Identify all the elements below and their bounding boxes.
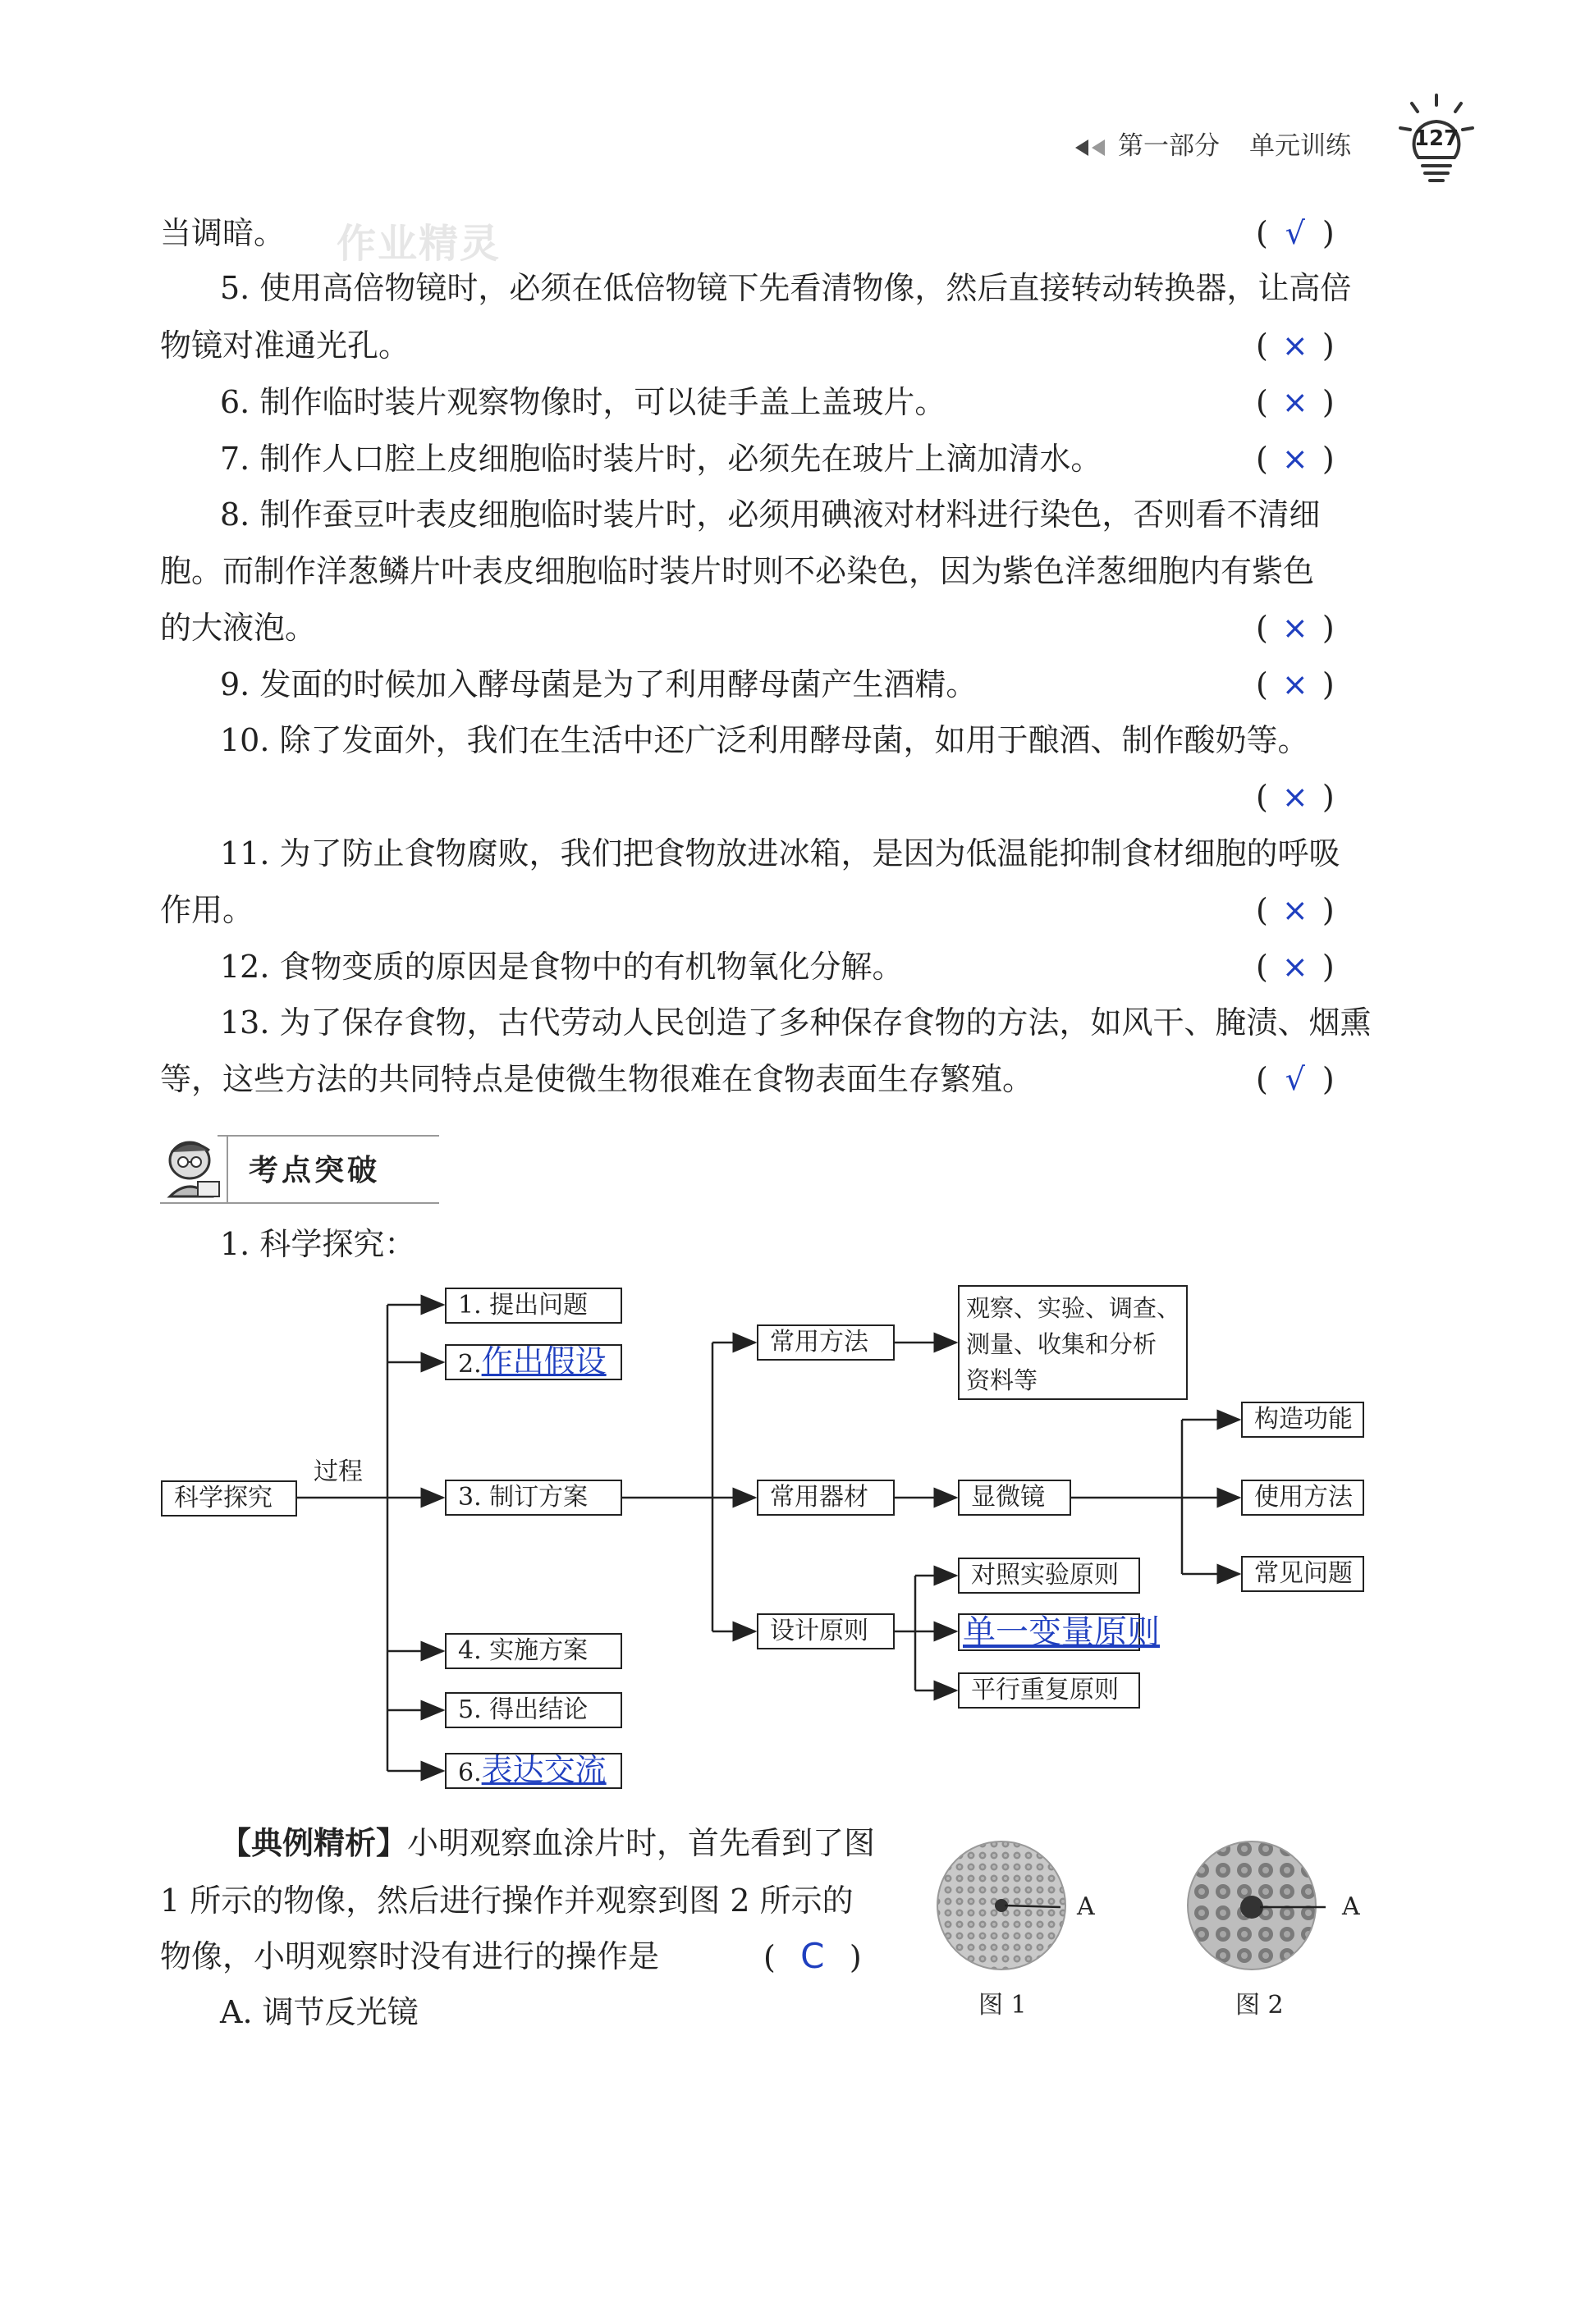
answer-mark: √ [1285,215,1305,251]
item-line: 当调暗。 [160,215,286,251]
item-line: 作用。 [160,892,254,928]
node-step-3: 3. 制订方案 [445,1480,622,1516]
answer-mark: × [1281,779,1308,815]
answer-bracket: ( √ ) [1256,215,1335,251]
watermark: 作业精灵 [337,221,502,267]
node-step-1: 1. 提出问题 [445,1288,622,1324]
answer-bracket: ( × ) [1256,949,1335,985]
item-line: 的大液泡。 [160,610,317,646]
node-equipment: 常用器材 [757,1480,895,1516]
item-line: 12. 食物变质的原因是食物中的有机物氧化分解。 [220,949,904,985]
answer-mark: × [1281,892,1308,928]
answer-mark: × [1281,441,1308,477]
figure-1 [919,1838,1125,2020]
answer-bracket: ( × ) [1256,610,1335,646]
node-root: 科学探究 [161,1480,297,1517]
answer-bracket: ( √ ) [1256,1061,1335,1097]
option-a: A. 调节反光镜 [220,1994,419,2030]
node-methods: 常用方法 [757,1324,895,1361]
answer-bracket: ( × ) [1256,327,1335,364]
item-line: 7. 制作人口腔上皮细胞临时装片时，必须先在玻片上滴加清水。 [220,441,1102,477]
node-microscope: 显微镜 [958,1480,1071,1516]
detail-line: 观察、实验、调查、 [966,1294,1181,1322]
item-line: 等，这些方法的共同特点是使微生物很难在食物表面生存繁殖。 [160,1061,1034,1097]
answer-mark: × [1281,949,1308,985]
node-step-2 [445,1344,622,1380]
node-principle-single-variable [958,1613,1160,1651]
section-header [160,1131,439,1206]
figure-1-caption: 图 1 [978,1991,1027,2020]
item-line: 6. 制作临时装片观察物像时，可以徒手盖上盖玻片。 [220,384,946,420]
page-header [1075,125,1351,162]
answer-mark: √ [1285,1061,1305,1097]
back-triangle-icon [1092,140,1105,156]
node-step-6-number: 6. [458,1759,482,1787]
page-number: 127 [1413,126,1459,151]
figure-1-label-a: A [1077,1892,1095,1921]
header-section: 第一部分 [1118,131,1220,161]
item-line: 8. 制作蚕豆叶表皮细胞临时装片时，必须用碘液对材料进行染色，否则看不清细 [220,496,1321,533]
figure-2 [1170,1838,1383,2020]
figure-2-caption: 图 2 [1235,1991,1284,2020]
detail-line: 资料等 [966,1366,1038,1394]
answer-mark: × [1281,384,1308,420]
example-answer-bracket: ( C ) [763,1936,862,1976]
principle-answer: 单一变量原则 [963,1613,1160,1651]
section-title: 考点突破 [249,1154,381,1187]
example-line-3: 物像，小明观察时没有进行的操作是 [160,1938,660,1974]
node-microscope-problems: 常见问题 [1241,1556,1364,1592]
node-principle-control: 对照实验原则 [958,1558,1140,1594]
node-methods-detail [958,1285,1188,1400]
answer-mark: × [1281,666,1308,702]
root-edge-label: 过程 [314,1457,363,1486]
lightbulb-icon [1395,90,1477,189]
answer-mark: × [1281,610,1308,646]
detail-line: 测量、收集和分析 [966,1330,1157,1358]
back-triangle-icon [1075,140,1088,156]
item-line: 13. 为了保存食物，古代劳动人民创造了多种保存食物的方法，如风干、腌渍、烟熏 [220,1004,1372,1041]
answer-bracket: ( × ) [1256,441,1335,477]
item-line: 9. 发面的时候加入酵母菌是为了利用酵母菌产生酒精。 [220,666,978,702]
item-line: 5. 使用高倍物镜时，必须在低倍物镜下先看清物像，然后直接转动转换器，让高倍 [220,270,1352,306]
node-microscope-usage: 使用方法 [1241,1480,1364,1516]
item-line: 胞。而制作洋葱鳞片叶表皮细胞临时装片时则不必染色，因为紫色洋葱细胞内有紫色 [160,553,1315,589]
node-step-6 [445,1753,622,1789]
example-line-1 [220,1823,875,1863]
node-step-5: 5. 得出结论 [445,1692,622,1728]
node-step-6-answer: 表达交流 [481,1752,607,1788]
item-line: 10. 除了发面外，我们在生活中还广泛利用酵母菌，如用于酿酒、制作酸奶等。 [220,722,1309,758]
example-answer: C [800,1936,825,1976]
node-design: 设计原则 [757,1613,895,1649]
example-line-2: 1 所示的物像，然后进行操作并观察到图 2 所示的 [160,1883,854,1919]
answer-bracket: ( × ) [1256,779,1335,815]
node-step-4: 4. 实施方案 [445,1633,622,1669]
example-tag: 【典例精析】 [220,1825,408,1861]
node-step-2-number: 2. [458,1350,482,1379]
header-subsection: 单元训练 [1249,131,1351,161]
node-step-2-answer: 作出假设 [481,1343,607,1379]
figure-2-label-a: A [1342,1892,1360,1921]
student-mascot-icon [162,1134,222,1200]
answer-bracket: ( × ) [1256,666,1335,702]
item-line: 11. 为了防止食物腐败，我们把食物放进冰箱，是因为低温能抑制食材细胞的呼吸 [220,835,1340,872]
node-microscope-structure: 构造功能 [1241,1402,1364,1438]
node-principle-repeat: 平行重复原则 [958,1672,1140,1709]
answer-bracket: ( × ) [1256,892,1335,928]
q1-label: 1. 科学探究： [220,1226,416,1262]
item-line: 物镜对准通光孔。 [160,327,410,364]
answer-mark: × [1281,327,1308,364]
answer-bracket: ( × ) [1256,384,1335,420]
example-text: 小明观察血涂片时，首先看到了图 [407,1825,876,1861]
